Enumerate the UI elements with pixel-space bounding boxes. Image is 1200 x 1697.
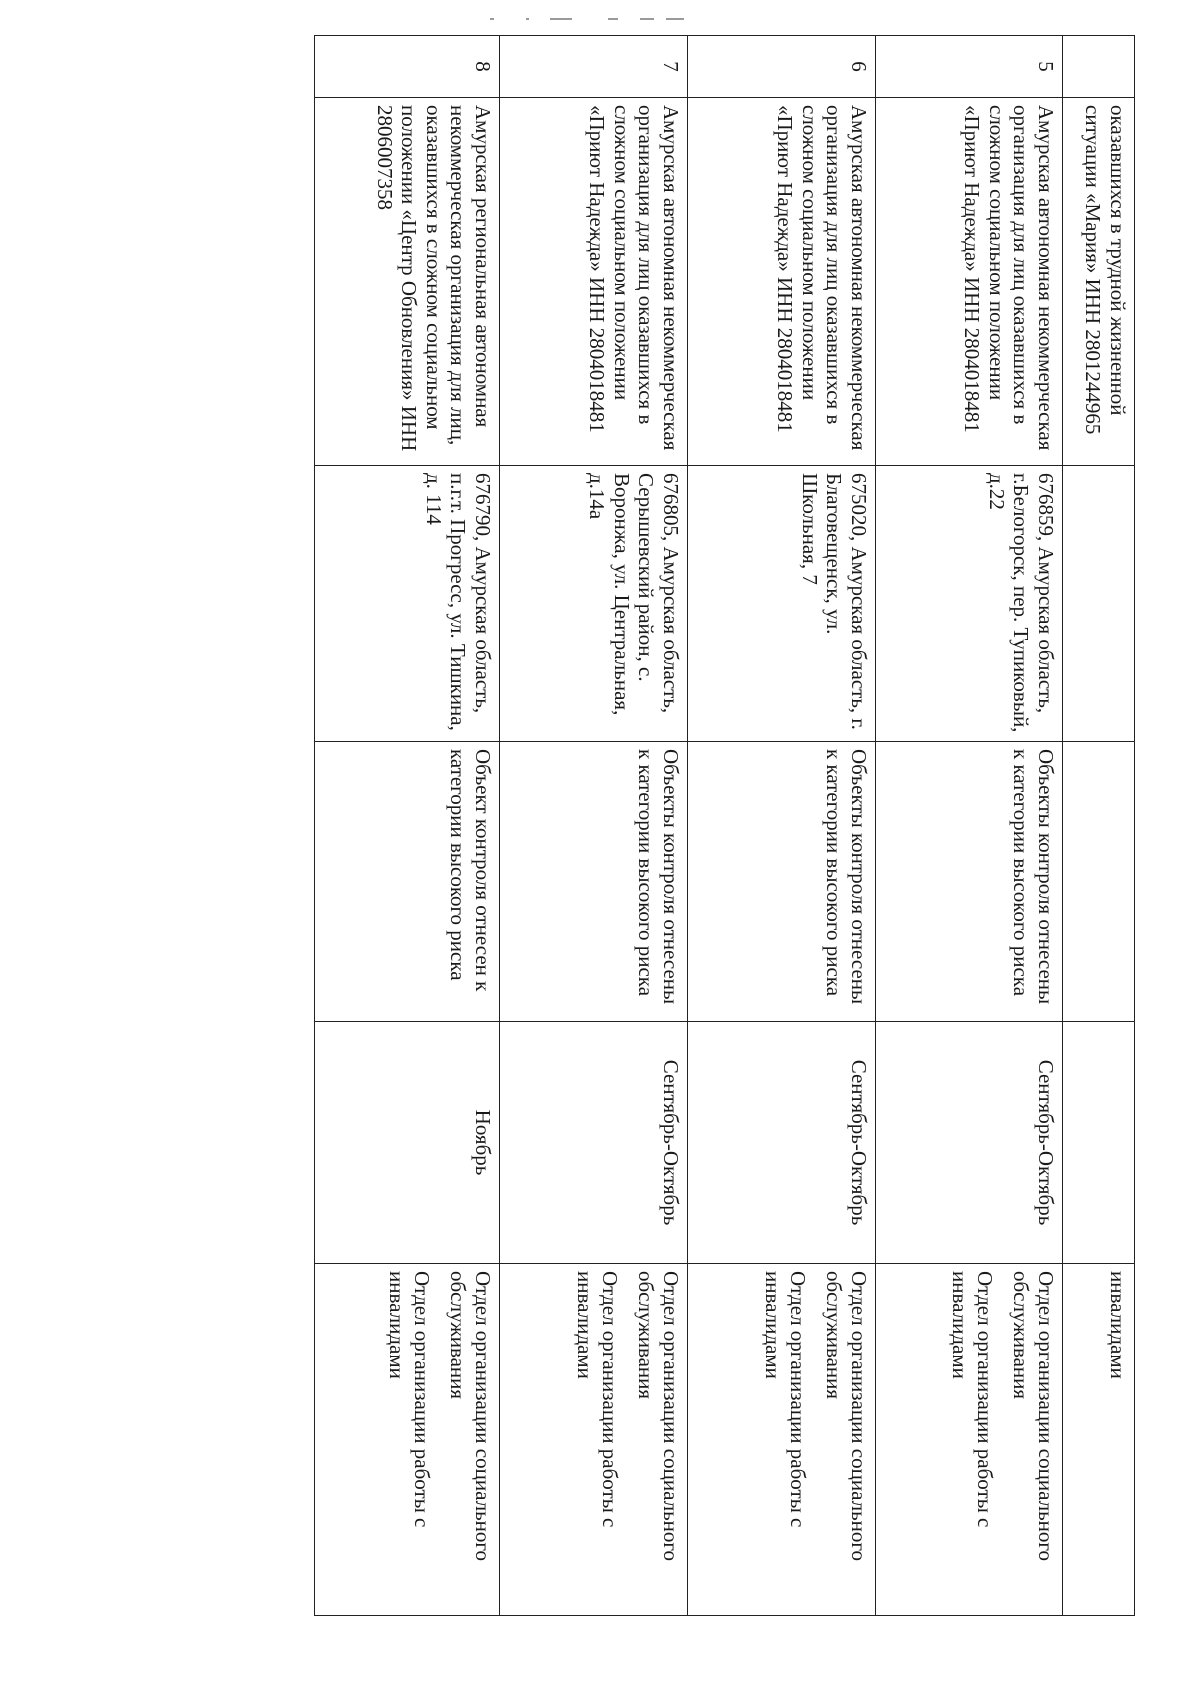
department-line: Отдел организации социального обслуживания: [822, 1271, 871, 1561]
department-line: Отдел организации работы с инвалидами: [948, 1271, 997, 1528]
scan-specks: [490, 18, 710, 24]
inspection-period-cell: Сентябрь-Октябрь: [688, 1022, 876, 1264]
address-cell: 676805, Амурская область, Серышевский район, с. Воронжа, ул. Центральная, д.14а: [500, 466, 688, 742]
table-row-8: [315, 36, 500, 1616]
department-cell: [500, 1264, 688, 1616]
organization-name-cell: оказавшихся в трудной жизненной ситуации «Мария» ИНН 2801244965: [1063, 98, 1135, 466]
department-cell: [1063, 1264, 1135, 1616]
organization-name-cell: Амурская автономная некоммерческая организация для лиц оказавшихся в сложном социальном положении «Приют Надежда» ИНН 2804018481: [876, 98, 1063, 466]
department-line: Отдел организации работы с инвалидами: [385, 1271, 434, 1528]
rotated-page-content: [315, 35, 1135, 1615]
department-cell: [315, 1264, 500, 1616]
organization-name-cell: Амурская автономная некоммерческая организация для лиц оказавшихся в сложном социальном положении «Приют Надежда» ИНН 2804018481: [500, 98, 688, 466]
inspection-period-cell: [1063, 1022, 1135, 1264]
department-line: Отдел организации социального обслуживания: [446, 1271, 495, 1561]
row-number-cell: 5: [876, 36, 1063, 98]
address-cell: 676790, Амурская область, п.г.т. Прогресс, ул. Тишкина, д. 114: [315, 466, 500, 742]
table-row-5: [876, 36, 1063, 1616]
organization-name-cell: Амурская региональная автономная некоммерческая организация для лиц, оказавшихся в сложном социальном положении «Центр Обновления» ИНН 2806007358: [315, 98, 500, 466]
inspection-plan-table: [314, 35, 1135, 1616]
row-number-cell: 8: [315, 36, 500, 98]
address-cell: [1063, 466, 1135, 742]
organization-name-cell: Амурская автономная некоммерческая организация для лиц оказавшихся в сложном социальном положении «Приют Надежда» ИНН 2804018481: [688, 98, 876, 466]
risk-category-cell: [1063, 742, 1135, 1022]
inspection-period-cell: Сентябрь-Октябрь: [876, 1022, 1063, 1264]
row-number-cell: 7: [500, 36, 688, 98]
address-cell: 675020, Амурская область, г. Благовещенск, ул. Школьная, 7: [688, 466, 876, 742]
risk-category-cell: Объект контроля отнесен к категории высокого риска: [315, 742, 500, 1022]
continuation-row: [1063, 36, 1135, 1616]
department-line: Отдел организации работы с инвалидами: [761, 1271, 810, 1528]
row-number-cell: [1063, 36, 1135, 98]
table-row-7: [500, 36, 688, 1616]
table-row-6: [688, 36, 876, 1616]
department-line: Отдел организации работы с инвалидами: [573, 1271, 622, 1528]
department-line: инвалидами: [1106, 1271, 1130, 1379]
inspection-period-cell: Ноябрь: [315, 1022, 500, 1264]
inspection-period-cell: Сентябрь-Октябрь: [500, 1022, 688, 1264]
department-cell: [876, 1264, 1063, 1616]
row-number-cell: 6: [688, 36, 876, 98]
risk-category-cell: Объекты контроля отнесены к категории высокого риска: [876, 742, 1063, 1022]
risk-category-cell: Объекты контроля отнесены к категории высокого риска: [688, 742, 876, 1022]
address-cell: 676859, Амурская область, г.Белогорск, пер. Тупиковый, д.22: [876, 466, 1063, 742]
department-line: Отдел организации социального обслуживания: [1009, 1271, 1058, 1561]
department-line: Отдел организации социального обслуживания: [634, 1271, 683, 1561]
risk-category-cell: Объекты контроля отнесены к категории высокого риска: [500, 742, 688, 1022]
department-cell: [688, 1264, 876, 1616]
